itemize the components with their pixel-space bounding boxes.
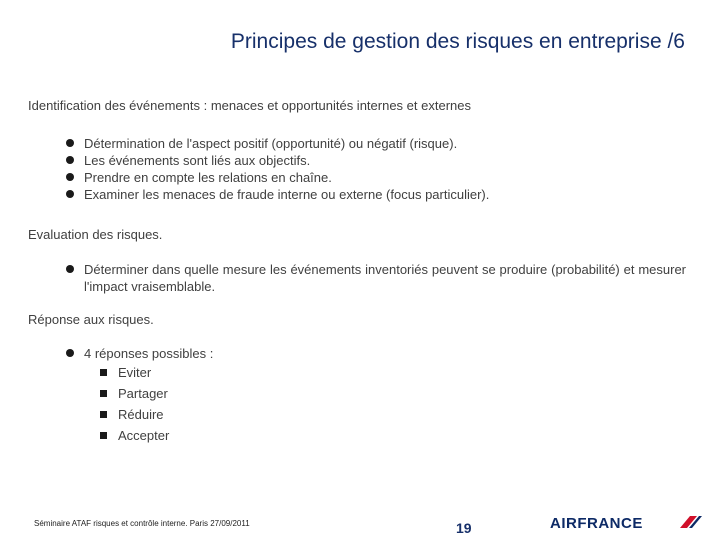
bullet-dot-icon — [66, 349, 74, 357]
square-bullet-icon — [100, 411, 107, 418]
sub-list-item: Eviter — [100, 362, 400, 383]
bullet-dot-icon — [66, 190, 74, 198]
sub-list-item: Accepter — [100, 425, 400, 446]
identification-bullet-list — [66, 135, 666, 203]
reponse-bullet-list — [66, 345, 666, 362]
reponse-sub-list — [100, 362, 400, 446]
list-item: Les événements sont liés aux objectifs. — [66, 152, 666, 169]
bullet-dot-icon — [66, 265, 74, 273]
square-bullet-icon — [100, 432, 107, 439]
list-item: Déterminer dans quelle mesure les événements inventoriés peuvent se produire (probabilité) et mesurer l'impact vraisemblable. — [66, 261, 686, 295]
bullet-dot-icon — [66, 156, 74, 164]
bullet-dot-icon — [66, 173, 74, 181]
section-heading-evaluation: Evaluation des risques. — [28, 227, 163, 242]
footer-caption: Séminaire ATAF risques et contrôle interne. Paris 27/09/2011 — [34, 519, 250, 528]
evaluation-bullet-list — [66, 261, 686, 295]
sub-list-item: Partager — [100, 383, 400, 404]
section-heading-identification: Identification des événements : menaces et opportunités internes et externes — [28, 98, 471, 113]
square-bullet-icon — [100, 390, 107, 397]
slide-title: Principes de gestion des risques en entreprise /6 — [230, 30, 685, 53]
list-item: 4 réponses possibles : — [66, 345, 666, 362]
page-number: 19 — [456, 520, 472, 536]
airfrance-logo — [550, 512, 712, 532]
logo-text: AIRFRANCE — [550, 515, 643, 532]
bullet-dot-icon — [66, 139, 74, 147]
square-bullet-icon — [100, 369, 107, 376]
sub-list-item: Réduire — [100, 404, 400, 425]
list-item: Détermination de l'aspect positif (opportunité) ou négatif (risque). — [66, 135, 666, 152]
list-item: Examiner les menaces de fraude interne ou externe (focus particulier). — [66, 186, 666, 203]
section-heading-reponse: Réponse aux risques. — [28, 312, 154, 327]
list-item: Prendre en compte les relations en chaîne. — [66, 169, 666, 186]
